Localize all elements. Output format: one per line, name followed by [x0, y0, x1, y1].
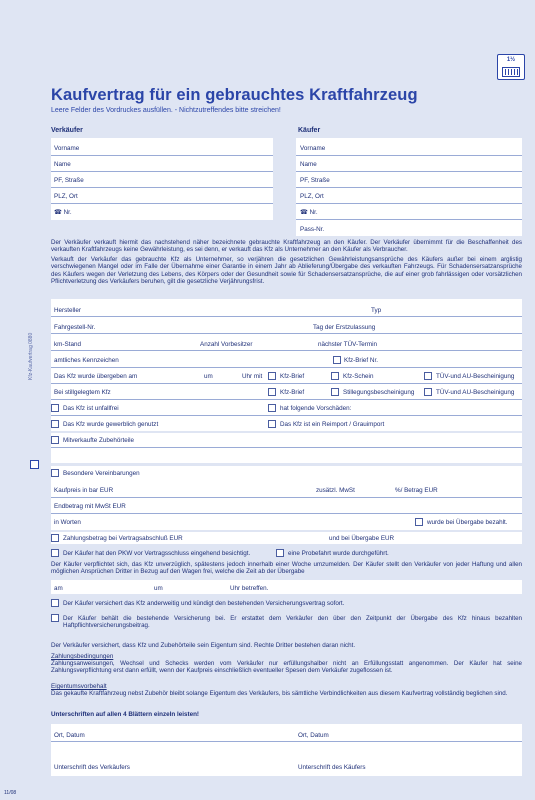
intro-paragraph-1: Der Verkäufer verkauft hiermit das nachstehend näher bezeichnete gebrauchte Kraftfahrzeug an den Käufer. Der Verkäufer übernimmt für die Beschaffenheit des verkauften Kraftfahrzeugs keine Gewährleistung, es sei denn, er verkauft das Kfz als Unternehmer an den Käufer als Verbraucher.: [51, 239, 522, 254]
kennzeichen-field[interactable]: amtliches Kennzeichen: [54, 357, 119, 364]
vereinbarungen-label: Besondere Vereinbarungen: [63, 470, 140, 477]
probefahrt-checkbox[interactable]: [276, 549, 284, 557]
uebergabe-bezahlt-label: wurde bei Übergabe bezahlt.: [427, 519, 508, 526]
eigentumsv-text: Das gekaufte Kraftfahrzeug nebst Zubehör bleibt solange Eigentum des Verkäufers, bis sämtliche Verbindlichkeiten aus diesem Kaufvertrag vollständig beglichen sind.: [51, 690, 508, 697]
unterschriften-note: Unterschriften auf allen 4 Blättern einzeln leisten!: [51, 711, 200, 718]
side-text: Kfz-Kaufvertrag 0880: [28, 332, 34, 380]
gewerblich-checkbox[interactable]: [51, 420, 59, 428]
eigentumsv-heading: Eigentumsvorbehalt: [51, 683, 107, 690]
behaelt-label: Der Käufer behält die bestehende Versicherung bei. Er erstattet dem Verkäufer den über den Zeitpunkt der Übergabe des Kfz hinaus bezahlten Haftpflichtversicherungsbeitrag.: [63, 615, 522, 630]
zahlung-field[interactable]: Zahlungsbetrag bei Vertragsabschluß EUR: [63, 535, 183, 542]
zahlung-checkbox[interactable]: [51, 534, 59, 542]
seller-phone[interactable]: ☎ Nr.: [54, 209, 72, 216]
unfallfrei-checkbox[interactable]: [51, 404, 59, 412]
kfz-schein-label: Kfz-Schein: [343, 373, 374, 380]
betrag-field[interactable]: %/ Betrag EUR: [395, 487, 438, 494]
uhr-mit-label: Uhr mit: [242, 373, 263, 380]
zubehoer-checkbox[interactable]: [51, 436, 59, 444]
buyer-name[interactable]: Name: [300, 161, 317, 168]
uebergeben-field[interactable]: Das Kfz wurde übergeben am: [54, 373, 138, 380]
intro-paragraph-2: Verkauft der Verkäufer das gebrauchte Kfz als Unternehmer, so verjähren die gesetzlichen Gewährleistungsansprüche des Käufers außer bei einem arglistig verschwiegenen Mangel oder im Falle der Übernahme einer Garantie in einem Jahr ab Ablieferung/Übergabe des verkauften Fahrzeugs. Für Schadensersatzansprüche des Käufers wegen der Verletzung des Lebens, des Körpers oder der Gesundheit sowie für Schadensersatzansprüche, die auf einer grob fahrlässigen oder vorsätzlichen Pflichtverletzung des Verkäufers beruhen, gilt die gesetzliche Verjährungsfrist.: [51, 256, 522, 286]
vorschaeden-checkbox[interactable]: [268, 404, 276, 412]
zubehoer-label: Mitverkaufte Zubehörteile: [63, 437, 135, 444]
buyer-vorname[interactable]: Vorname: [300, 145, 326, 152]
page-subtitle: Leere Felder des Vordruckes ausfüllen. - Nichtzutreffendes bitte streichen!: [51, 107, 281, 114]
stillgelegt-tuev-label: TÜV-und AU-Bescheinigung: [436, 389, 515, 396]
seller-name[interactable]: Name: [54, 161, 71, 168]
stillgelegt-label: Bei stillgelegtem Kfz: [54, 389, 111, 396]
eigentum-text: Der Verkäufer versichert, dass Kfz und Zubehörteile sein Eigentum sind. Rechte Dritter bestehen daran nicht.: [51, 642, 356, 649]
km-field[interactable]: km-Stand: [54, 341, 81, 348]
seller-vorname[interactable]: Vorname: [54, 145, 80, 152]
reimport-label: Das Kfz ist ein Reimport / Grauimport: [280, 421, 385, 428]
vorbesitzer-field[interactable]: Anzahl Vorbesitzer: [200, 341, 253, 348]
worte-field[interactable]: in Worten: [54, 519, 81, 526]
am-field[interactable]: am: [54, 585, 63, 592]
badge-label: 1½: [506, 57, 516, 63]
fahrgestell-field[interactable]: Fahrgestell-Nr.: [54, 324, 96, 331]
tuev-au-checkbox[interactable]: [424, 372, 432, 380]
vereinbarungen-checkbox[interactable]: [51, 469, 59, 477]
ort-datum-buyer[interactable]: Ort, Datum: [298, 732, 329, 739]
tuev-field[interactable]: nächster TÜV-Termin: [318, 341, 378, 348]
kfz-schein-checkbox[interactable]: [331, 372, 339, 380]
signature-buyer[interactable]: Unterschrift des Käufers: [298, 764, 366, 771]
ort-datum-seller[interactable]: Ort, Datum: [54, 732, 85, 739]
kfzbrief-nr-checkbox[interactable]: [333, 356, 341, 364]
kfzbrief-nr-label: Kfz-Brief Nr.: [344, 357, 378, 364]
reimport-checkbox[interactable]: [268, 420, 276, 428]
buyer-strasse[interactable]: PF, Straße: [300, 177, 330, 184]
uhr-betreffen-label: Uhr betreffen.: [230, 585, 269, 592]
buyer-pass[interactable]: Pass-Nr.: [300, 226, 325, 233]
stillgelegt-brief-label: Kfz-Brief: [280, 389, 305, 396]
page-title: Kaufvertrag für ein gebrauchtes Kraftfahrzeug: [51, 86, 418, 104]
stillgelegt-tuev-checkbox[interactable]: [424, 388, 432, 396]
stilllegung-label: Stillegungsbescheinigung: [343, 389, 415, 396]
stillgelegt-brief-checkbox[interactable]: [268, 388, 276, 396]
endbetrag-field[interactable]: Endbetrag mit MwSt EUR: [54, 503, 126, 510]
versichert-label: Der Käufer versichert das Kfz anderweitig und kündigt den bestehenden Versicherungsvertrag sofort.: [63, 600, 345, 607]
hersteller-field[interactable]: Hersteller: [54, 307, 81, 314]
buyer-phone[interactable]: ☎ Nr.: [300, 209, 318, 216]
kfz-brief-checkbox[interactable]: [268, 372, 276, 380]
zahlungsbed-heading: Zahlungsbedingungen: [51, 653, 114, 660]
besichtigt-checkbox[interactable]: [51, 549, 59, 557]
probefahrt-label: eine Probefahrt wurde durchgeführt.: [288, 550, 389, 557]
gewerblich-label: Das Kfz wurde gewerblich genutzt: [63, 421, 159, 428]
versichert-checkbox[interactable]: [51, 599, 59, 607]
publisher-logo-icon: [30, 460, 39, 469]
verpflichtet-paragraph: Der Käufer verpflichtet sich, das Kfz unverzüglich, spätestens jedoch innerhalb einer Woche umzumelden. Der Käufer stellt den Verkäufer von jeder Haftung und allen möglichen Ansprüchen Dritter in Bezug auf den Wagen frei, welche die Zeit ab der Übergabe: [51, 561, 522, 576]
bei-uebergabe-field[interactable]: und bei Übergabe EUR: [329, 535, 395, 542]
seller-ort[interactable]: PLZ, Ort: [54, 193, 78, 200]
um-zeit-field[interactable]: um: [154, 585, 163, 592]
tuev-au-label: TÜV-und AU-Bescheinigung: [436, 373, 515, 380]
unfallfrei-label: Das Kfz ist unfallfrei: [63, 405, 119, 412]
uebergabe-bezahlt-checkbox[interactable]: [415, 518, 423, 526]
buyer-ort[interactable]: PLZ, Ort: [300, 193, 324, 200]
um-field[interactable]: um: [204, 373, 213, 380]
typ-field[interactable]: Typ: [371, 307, 382, 314]
footer-code: 11/08: [4, 790, 17, 796]
besichtigt-label: Der Käufer hat den PKW vor Vertragsschluss eingehend besichtigt.: [63, 550, 251, 557]
copies-icon: [502, 67, 520, 77]
mwst-field[interactable]: zusätzl. MwSt: [316, 487, 355, 494]
kfz-brief-label: Kfz-Brief: [280, 373, 305, 380]
behaelt-checkbox[interactable]: [51, 614, 59, 622]
vorschaeden-label: hat folgende Vorschäden:: [280, 405, 352, 412]
seller-strasse[interactable]: PF, Straße: [54, 177, 84, 184]
form-badge: [497, 54, 525, 80]
signature-seller[interactable]: Unterschrift des Verkäufers: [54, 764, 130, 771]
uebergabe-zeit-row: [51, 580, 522, 594]
zahlungsbed-text: Zahlungsanweisungen, Wechsel und Schecks werden vom Verkäufer nur erfüllungshalber nicht an Erfüllungsstatt angenommen. Der Käufer hat seine Zahlungsverpflichtung erst dann erfüllt, wenn der Kaufpreis einschließlich eventueller Spesen dem Verkäufer zugeflossen ist.: [51, 660, 522, 675]
seller-box: [51, 138, 273, 220]
erstzulassung-field[interactable]: Tag der Erstzulassung: [313, 324, 376, 331]
stilllegung-checkbox[interactable]: [331, 388, 339, 396]
kaufpreis-field[interactable]: Kaufpreis in bar EUR: [54, 487, 114, 494]
buyer-heading: Käufer: [298, 127, 321, 134]
seller-heading: Verkäufer: [51, 127, 83, 134]
